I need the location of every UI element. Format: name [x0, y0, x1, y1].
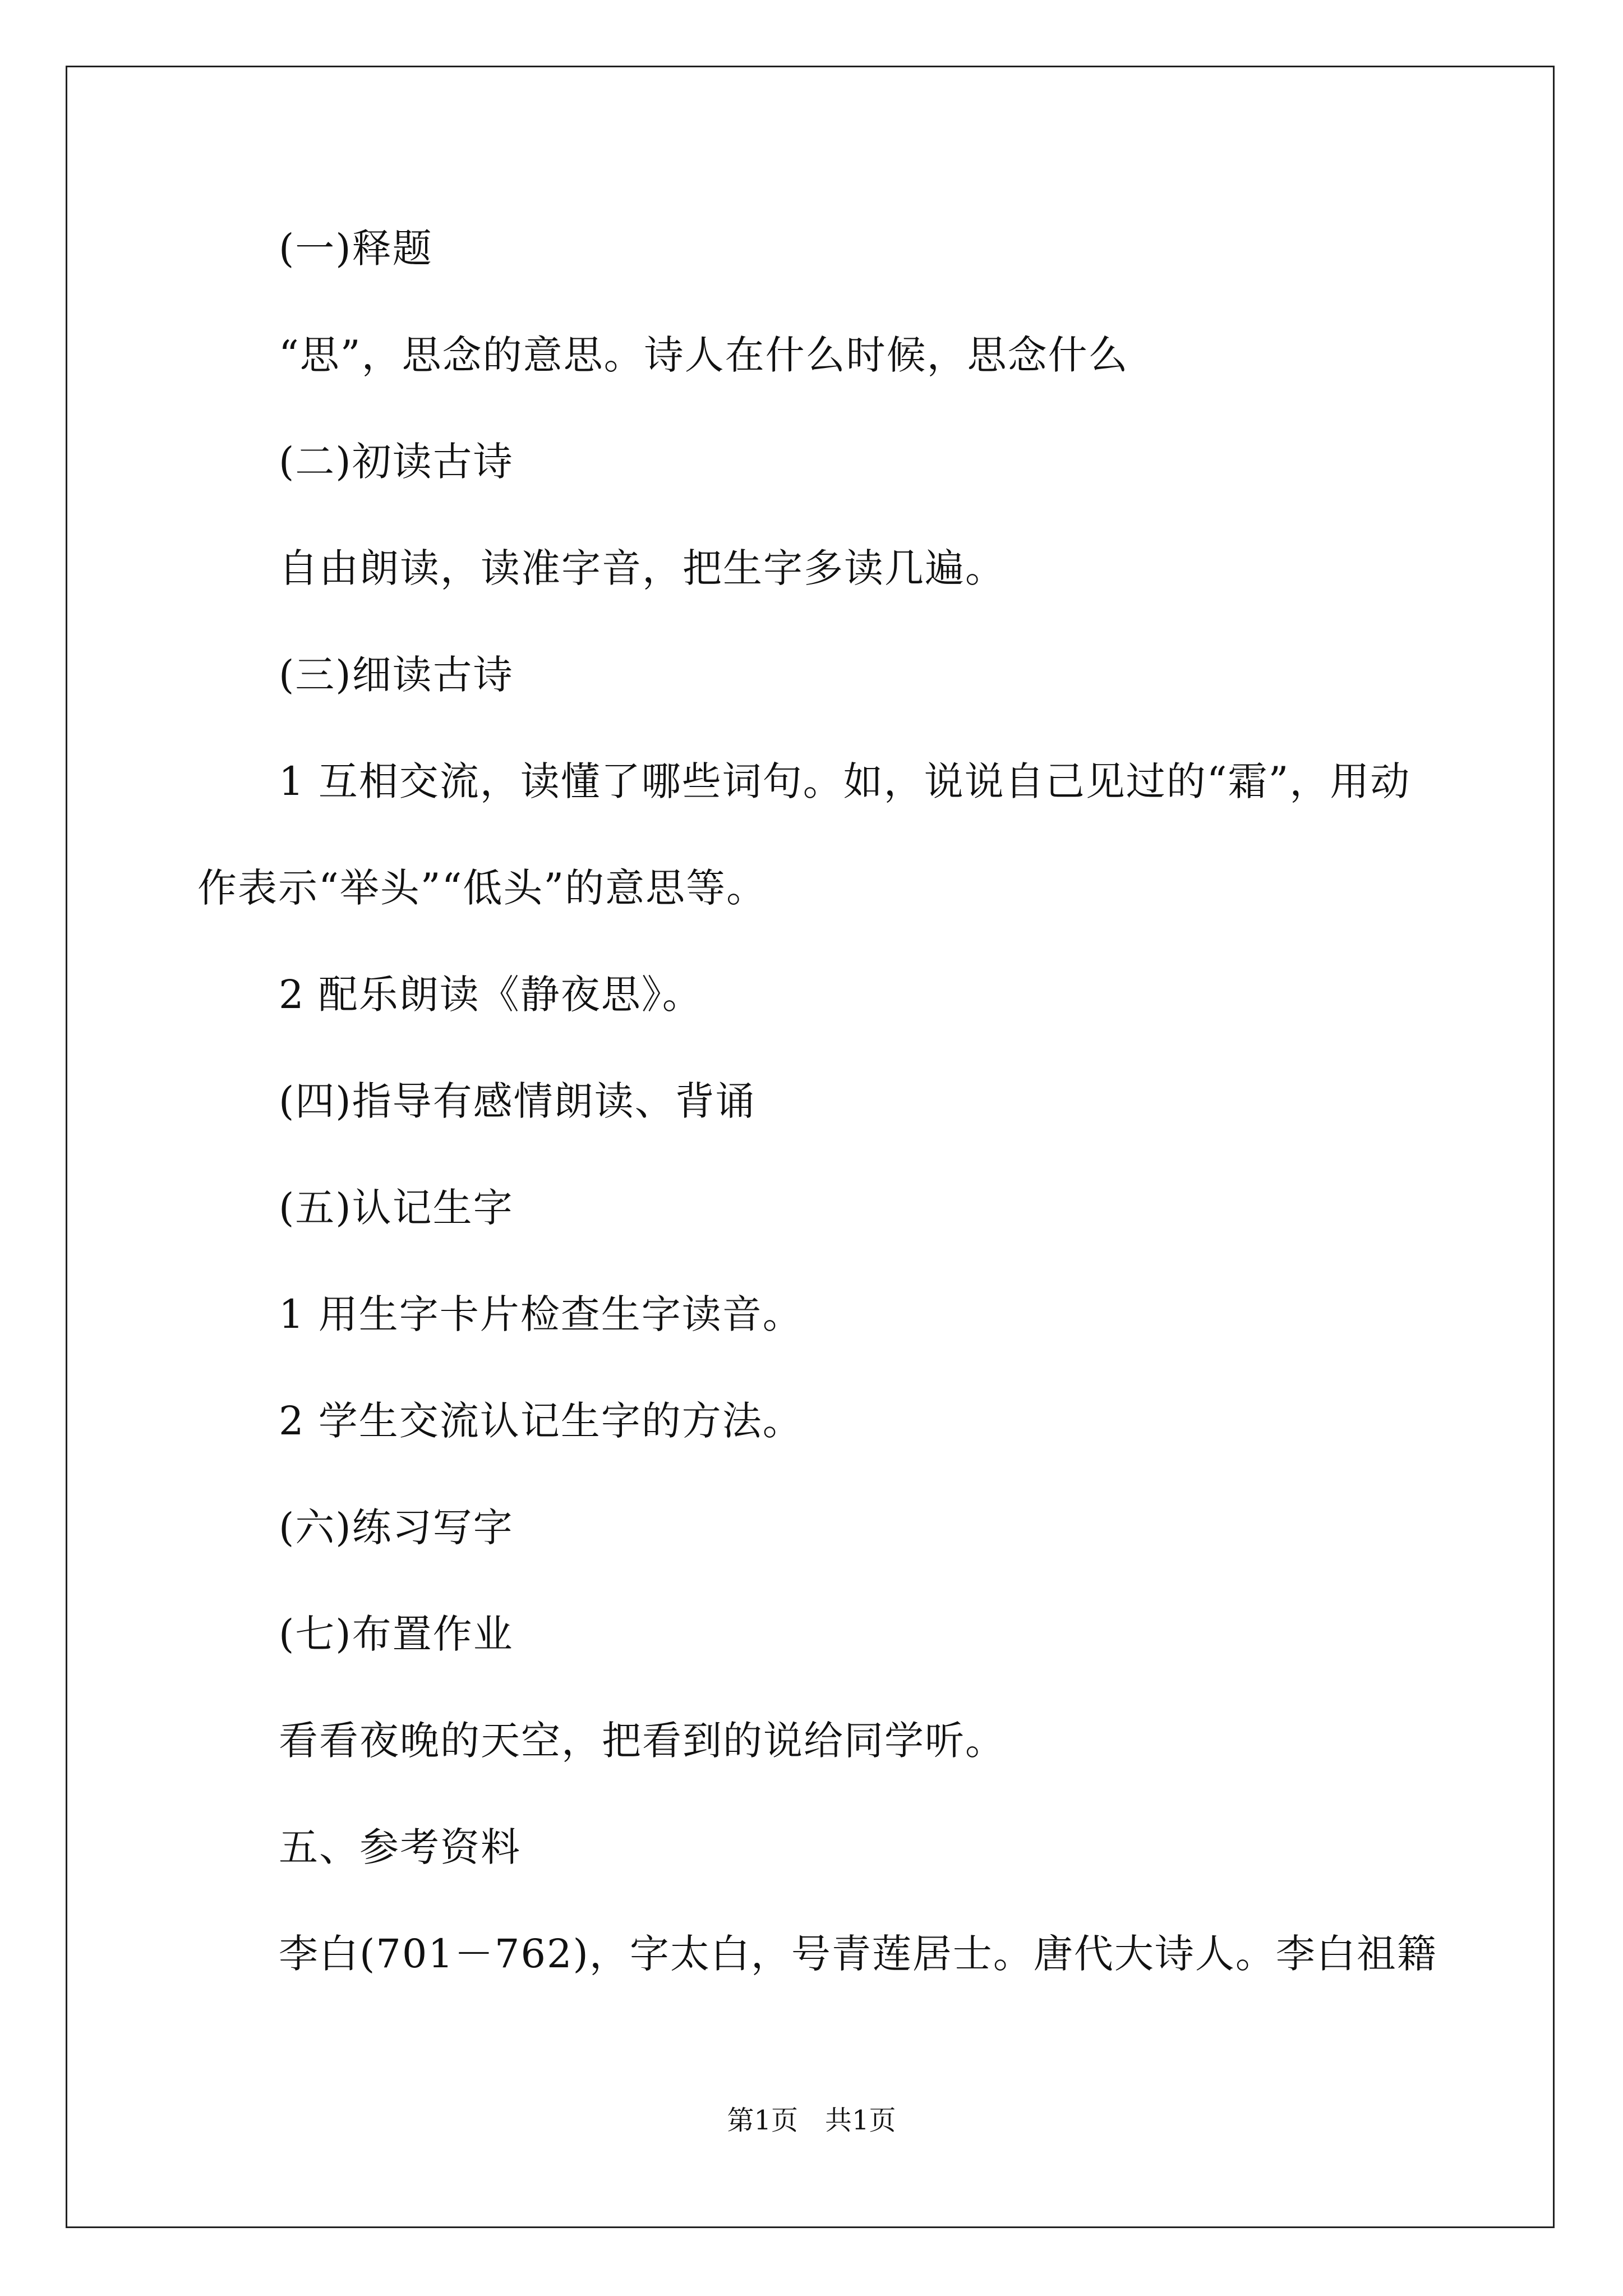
- section-heading-2: (二)初读古诗: [279, 439, 514, 485]
- page-frame: [66, 66, 1555, 2228]
- paragraph-line: 自由朗读，读准字音，把生字多读几遍。: [279, 545, 1006, 591]
- section-heading-1: (一)释题: [279, 226, 433, 272]
- paragraph-line: 1 互相交流，读懂了哪些词句。如，说说自己见过的“霜”，用动: [279, 758, 1411, 804]
- section-heading-reference: 五、参考资料: [279, 1824, 521, 1870]
- section-heading-3: (三)细读古诗: [279, 652, 514, 698]
- paragraph-line-continued: 作表示“举头”“低头”的意思等。: [197, 865, 767, 911]
- paragraph-line: 看看夜晚的天空，把看到的说给同学听。: [279, 1718, 1006, 1764]
- paragraph-line: 2 配乐朗读《静夜思》。: [279, 972, 703, 1018]
- paragraph-line: 2 学生交流认记生字的方法。: [279, 1398, 803, 1444]
- paragraph-line: 李白(701－762)，字太白，号青莲居士。唐代大诗人。李白祖籍: [279, 1931, 1437, 1977]
- paragraph-line: 1 用生字卡片检查生字读音。: [279, 1291, 803, 1337]
- section-heading-7: (七)布置作业: [279, 1611, 514, 1657]
- section-heading-4: (四)指导有感情朗读、背诵: [279, 1078, 756, 1124]
- section-heading-6: (六)练习写字: [279, 1504, 514, 1550]
- section-heading-5: (五)认记生字: [279, 1185, 514, 1231]
- paragraph-line: “思”，思念的意思。诗人在什么时候，思念什么: [279, 332, 1129, 378]
- page-footer: 第1页 共1页: [727, 2105, 896, 2136]
